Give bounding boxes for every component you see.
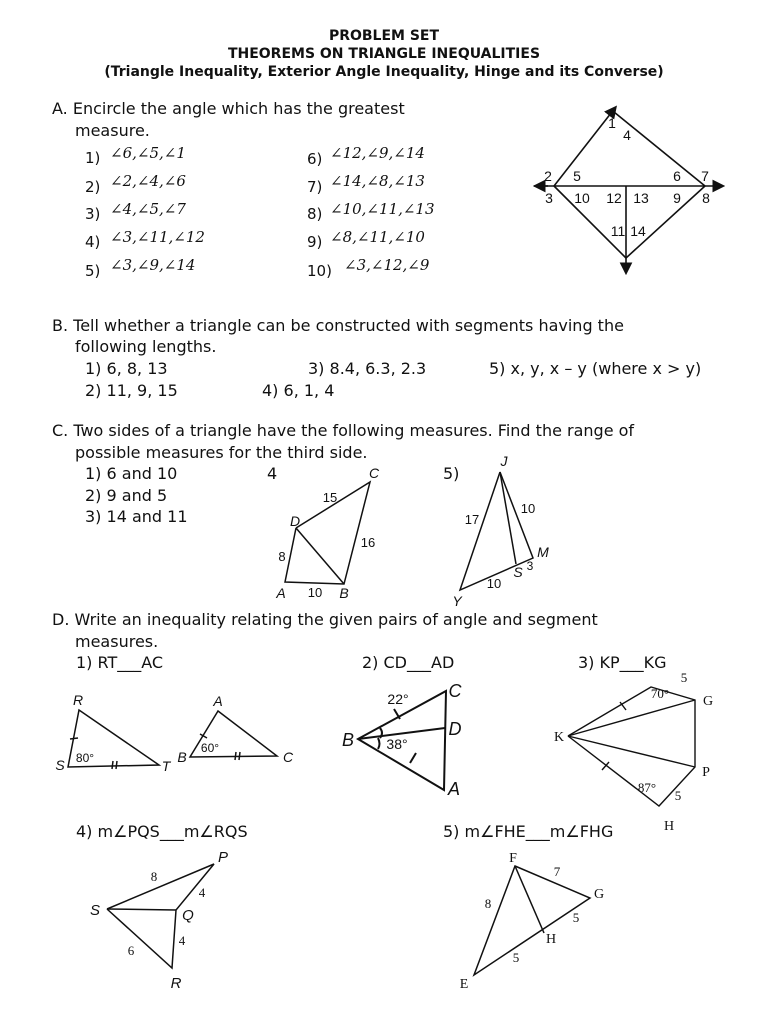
part-b-item: 4) 6, 1, 4 [262, 381, 335, 400]
part-b-item: 2) 11, 9, 15 [85, 381, 178, 400]
label-s: S [89, 902, 101, 919]
angle-22: 22° [387, 691, 409, 707]
angle-70: 70° [650, 686, 670, 701]
angle-80: 80° [75, 751, 95, 765]
item-angles: ∠12,∠9,∠14 [330, 144, 425, 162]
item-angles: ∠3,∠11,∠12 [110, 228, 205, 246]
label-g: G [593, 887, 605, 902]
item-angles: ∠2,∠4,∠6 [110, 172, 186, 190]
angle-38: 38° [386, 736, 408, 752]
side-6: 6 [127, 943, 135, 958]
label-d: D [448, 719, 462, 739]
side-5-eh: 5 [512, 950, 520, 965]
part-d-q4: 4) m∠PQS___m∠RQS [76, 822, 248, 841]
part-a-prompt-cont: measure. [75, 121, 150, 140]
label-p: P [702, 765, 710, 780]
part-d-prompt-cont: measures. [75, 632, 159, 651]
label-r: R [170, 975, 182, 992]
part-a-prompt: A. Encircle the angle which has the greatest [52, 99, 405, 118]
label-d: D [289, 513, 301, 529]
item-angles: ∠6,∠5,∠1 [110, 144, 186, 162]
label-c: C [448, 681, 462, 701]
item-num: 10) [307, 262, 332, 280]
label-10-ys: 10 [486, 576, 502, 591]
fig-a-label-8: 8 [702, 190, 710, 206]
item-num: 3) [85, 205, 101, 223]
label-10-jm: 10 [520, 501, 536, 516]
part-d-q2: 2) CD___AD [362, 653, 455, 672]
part-c-item: 3) 14 and 11 [85, 507, 188, 526]
label-s: S [513, 564, 523, 580]
item-angles: ∠3,∠12,∠9 [344, 256, 430, 274]
label-p: P [217, 849, 229, 866]
item-num: 2) [85, 178, 101, 196]
fig-a-label-3: 3 [545, 190, 553, 206]
part-c-item: 2) 9 and 5 [85, 486, 168, 505]
item-num: 1) [85, 149, 101, 167]
item-num: 8) [307, 205, 323, 223]
side-4-pq: 4 [198, 885, 206, 900]
fig-a-label-10: 10 [574, 190, 590, 206]
label-c: C [368, 465, 380, 481]
label-k: K [553, 730, 565, 745]
label-b: B [339, 585, 349, 601]
side-8: 8 [150, 869, 158, 884]
fig-a-label-6: 6 [673, 168, 681, 184]
item-num: 5) [85, 262, 101, 280]
label-b: B [341, 730, 355, 750]
label-17: 17 [464, 512, 480, 527]
item-num: 7) [307, 178, 323, 196]
part-d-prompt: D. Write an inequality relating the given pairs of angle and segment [52, 610, 598, 629]
item-num: 4) [85, 233, 101, 251]
side-7: 7 [553, 864, 561, 879]
side-5-top: 5 [680, 670, 688, 685]
part-d-q1: 1) RT___AC [76, 653, 164, 672]
kite-bottom-right [626, 186, 705, 258]
part-c-fig4-num: 4 [267, 464, 278, 483]
part-b-item: 3) 8.4, 6.3, 2.3 [308, 359, 427, 378]
part-b-prompt: B. Tell whether a triangle can be constructed with segments having the [52, 316, 624, 335]
side-5-bottom: 5 [674, 788, 682, 803]
label-m: M [537, 544, 549, 560]
label-3: 3 [526, 559, 534, 573]
label-r: R [72, 692, 84, 708]
part-d-q5: 5) m∠FHE___m∠FHG [443, 822, 614, 841]
fig-a-label-11: 11 [610, 223, 626, 239]
title-problem-set: PROBLEM SET [328, 28, 440, 44]
label-s: S [55, 757, 65, 773]
item-angles: ∠14,∠8,∠13 [330, 172, 425, 190]
side-8: 8 [484, 896, 492, 911]
item-num: 9) [307, 233, 323, 251]
label-a: A [447, 779, 461, 799]
part-b-prompt-cont: following lengths. [75, 337, 217, 356]
ray-top-left [554, 108, 615, 186]
fig-a-label-1: 1 [608, 115, 616, 131]
item-angles: ∠10,∠11,∠13 [330, 200, 435, 218]
label-j: J [500, 453, 508, 469]
part-c-prompt-cont: possible measures for the third side. [75, 443, 368, 462]
part-c-fig5-num: 5) [443, 464, 460, 483]
label-q: Q [182, 907, 194, 924]
label-y: Y [452, 593, 462, 609]
label-a: A [276, 585, 286, 601]
part-b-item: 5) x, y, x – y (where x > y) [489, 359, 702, 378]
item-angles: ∠8,∠11,∠10 [330, 228, 425, 246]
label-b: B [177, 749, 187, 765]
label-16: 16 [360, 535, 376, 550]
item-num: 6) [307, 150, 323, 168]
fig-a-label-7: 7 [701, 168, 709, 184]
fig-a-label-12: 12 [606, 190, 622, 206]
fig-a-label-13: 13 [633, 190, 649, 206]
fig-a-label-14: 14 [630, 223, 646, 239]
angle-87: 87° [637, 780, 657, 795]
label-c: C [282, 749, 294, 765]
fig-a-label-2: 2 [544, 168, 552, 184]
angle-60: 60° [200, 741, 220, 755]
side-5-gh: 5 [572, 910, 580, 925]
label-g: G [702, 694, 714, 709]
label-t: T [161, 758, 171, 774]
fig-a-label-5: 5 [573, 168, 581, 184]
label-h: H [663, 819, 675, 834]
part-c-item: 1) 6 and 10 [85, 464, 178, 483]
label-f: F [509, 851, 517, 866]
title-subtitle: (Triangle Inequality, Exterior Angle Inequality, Hinge and its Converse) [104, 64, 664, 80]
label-a: A [213, 693, 223, 709]
label-15: 15 [322, 490, 338, 505]
label-h: H [545, 932, 557, 947]
kite-bottom-left [554, 186, 626, 258]
part-b-item: 1) 6, 8, 13 [85, 359, 168, 378]
item-angles: ∠3,∠9,∠14 [110, 256, 196, 274]
part-d-q3: 3) KP___KG [578, 653, 667, 672]
label-10: 10 [307, 585, 323, 600]
kite-top-right [614, 112, 705, 186]
item-angles: ∠4,∠5,∠7 [110, 200, 186, 218]
side-4-qr: 4 [178, 933, 186, 948]
label-8: 8 [278, 549, 286, 564]
label-e: E [459, 977, 469, 992]
fig-a-label-4: 4 [623, 127, 631, 143]
fig-a-label-9: 9 [673, 190, 681, 206]
title-theorems: THEOREMS ON TRIANGLE INEQUALITIES [227, 46, 541, 62]
part-c-prompt: C. Two sides of a triangle have the following measures. Find the range of [52, 421, 635, 440]
